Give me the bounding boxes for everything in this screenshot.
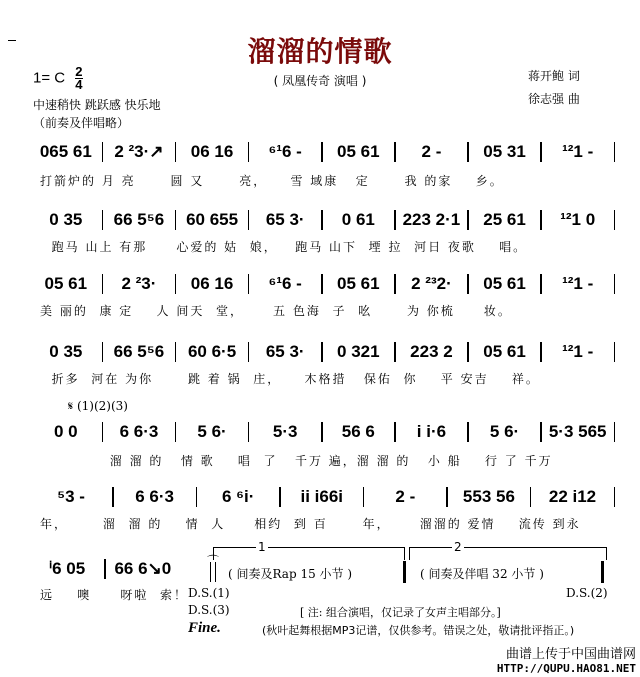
key-label: 1= C xyxy=(33,69,66,87)
bar-line xyxy=(614,142,616,162)
measure: 2 ²3·↗ xyxy=(114,142,164,161)
measure: 05 61 xyxy=(337,142,380,161)
measure: 06 16 xyxy=(190,142,234,161)
fine-marking: Fine. xyxy=(188,620,221,636)
notation-line xyxy=(30,140,615,164)
measure: 66 6↘0 xyxy=(114,559,172,578)
bar-line xyxy=(614,487,616,507)
measure: ii i66i xyxy=(300,487,344,506)
lyrics-line: 溜 溜 的 情 歌 唱 了 千万 遍，溜 溜 的 小 船 行 了 千万 xyxy=(40,454,553,468)
measure: 05 61 xyxy=(483,274,526,293)
volta-2-text: ( 间奏及伴唱 32 小节 ) xyxy=(420,567,544,581)
remark: [ 注: 组合演唱，仅记录了女声主唱部分。] xyxy=(300,606,501,619)
song-title: 溜溜的情歌 xyxy=(247,35,393,68)
watermark xyxy=(497,647,636,675)
notation-line xyxy=(30,208,615,232)
measure: 25 61 xyxy=(483,210,526,229)
lyrics-line: 美 丽的 康 定 人 间天 堂， 五 色海 子 吆 为 你梳 妆。 xyxy=(40,304,512,318)
measure: 553 56 xyxy=(462,487,515,506)
measure: 6 6·3 xyxy=(135,487,174,506)
measure: 6 ⁶i· xyxy=(222,487,255,506)
composer: 徐志强 曲 xyxy=(528,92,580,106)
lyrics-line: 打箭炉的 月 亮 圆 又 亮， 雪 域康 定 我 的家 乡。 xyxy=(40,174,504,188)
time-bottom: 4 xyxy=(75,77,83,92)
measure: ⁵3 - xyxy=(57,487,85,506)
volta-number-2: 2 xyxy=(454,540,462,554)
measure: 66 5⁵6 xyxy=(113,210,165,229)
double-bar xyxy=(210,562,216,582)
measure: 0 35 xyxy=(49,342,83,361)
measure: ⁶¹6 - xyxy=(268,142,302,161)
key-signature xyxy=(33,66,83,91)
measure: ¹²1 - xyxy=(562,342,594,361)
measure: 223 2·1 xyxy=(402,210,461,229)
notation-line xyxy=(30,557,180,581)
repeat-end-2 xyxy=(596,561,604,583)
measure: i i·6 xyxy=(416,422,447,441)
measure: 56 6 xyxy=(341,422,375,441)
ds-3: D.S.(3) xyxy=(188,603,230,617)
ds-2: D.S.(2) xyxy=(566,586,608,600)
measure: ¹²1 0 xyxy=(560,210,596,229)
measure: 5 6· xyxy=(489,422,520,441)
volta-1-text: ( 间奏及Rap 15 小节 ) xyxy=(228,567,353,581)
measure: ⁱ6 05 xyxy=(49,559,86,578)
measure: 065 61 xyxy=(39,142,92,161)
measure: 2 ²³2· xyxy=(411,274,452,293)
lyrics-line: 跑马 山上 有那 心爱的 姑 娘， 跑马 山下 堙 拉 河日 夜歌 唱。 xyxy=(40,240,528,254)
volta-number-1: 1 xyxy=(258,540,266,554)
time-top: 2 xyxy=(75,64,83,79)
measure: 22 i12 xyxy=(548,487,597,506)
bar-line xyxy=(614,210,616,230)
performer: ( 凤凰传奇 演唱 ) xyxy=(273,74,367,88)
credit: (秋叶起舞根据MP3记谱，仅供参考。错误之处，敬请批评指正。) xyxy=(262,624,575,637)
measure: 65 3· xyxy=(265,342,305,361)
measure: 65 3· xyxy=(265,210,305,229)
bar-line xyxy=(614,274,616,294)
measure: 05 31 xyxy=(483,142,526,161)
lyrics-line: 年， 溜 溜 的 情 人 相约 到 百 年， 溜溜的 爱情 流传 到永 xyxy=(40,517,581,531)
measure: 223 2 xyxy=(410,342,453,361)
measure: 5 6· xyxy=(197,422,227,441)
measure: ⁶¹6 - xyxy=(268,274,302,293)
measure: 5·3 xyxy=(272,422,298,441)
measure: 05 61 xyxy=(44,274,88,293)
measure: 60 655 xyxy=(186,210,239,229)
ds-1: D.S.(1) xyxy=(188,586,230,600)
notation-line xyxy=(30,485,615,509)
measure: 0 61 xyxy=(341,210,375,229)
time-signature xyxy=(75,66,82,91)
measure: 2 - xyxy=(395,487,416,506)
measure: ¹²1 - xyxy=(562,274,594,293)
notation-line xyxy=(30,272,615,296)
intro-note: （前奏及伴唱略） xyxy=(33,116,130,130)
segno-marking: 𝄋 (1)(2)(3) xyxy=(68,399,128,413)
measure: 05 61 xyxy=(337,274,380,293)
bar-line xyxy=(614,342,616,362)
repeat-end-1 xyxy=(398,561,406,583)
notation-line xyxy=(30,340,615,364)
measure: ¹²1 - xyxy=(562,142,594,161)
lyrics-line: 远 噢 呀啦 索！ xyxy=(40,588,188,602)
lyrics-line: 折多 河在 为你 跳 着 锅 庄， 木格措 保佑 你 平 安吉 祥。 xyxy=(40,372,540,386)
lyricist: 蒋开鲍 词 xyxy=(528,69,580,83)
tempo-marking: 中速稍快 跳跃感 快乐地 xyxy=(33,98,161,112)
measure: 0 321 xyxy=(337,342,380,361)
measure: 0 0 xyxy=(53,422,78,441)
bar-line xyxy=(614,422,616,442)
measure: 6 6·3 xyxy=(119,422,159,441)
measure: 60 6·5 xyxy=(187,342,237,361)
measure: 2 - xyxy=(421,142,442,161)
measure: 66 5⁵6 xyxy=(113,342,165,361)
measure: 5·3 565 xyxy=(548,422,607,441)
volta-bracket-2 xyxy=(409,547,607,560)
measure: 05 61 xyxy=(483,342,526,361)
notation-line xyxy=(30,420,615,444)
measure: 0 35 xyxy=(49,210,83,229)
watermark-url: HTTP://QUPU.HAO81.NET xyxy=(496,662,636,675)
measure: 06 16 xyxy=(190,274,234,293)
volta-bracket-1 xyxy=(213,547,405,560)
fermata-icon: ⌒ xyxy=(207,554,220,568)
watermark-title: 曲谱上传于中国曲谱网 xyxy=(505,647,636,662)
measure: 2 ²3· xyxy=(121,274,157,293)
